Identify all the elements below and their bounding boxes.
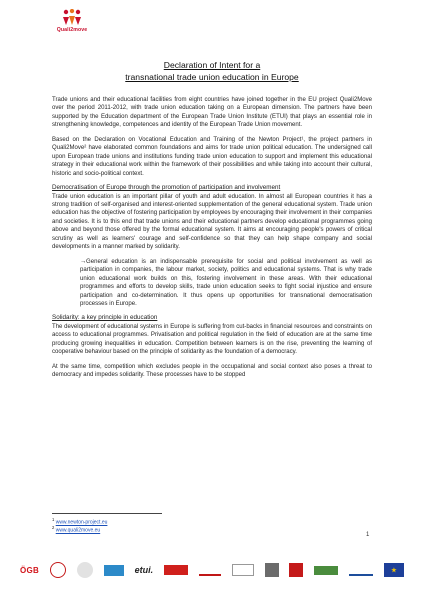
newton-project-link[interactable]: www.newton-project.eu	[55, 519, 108, 526]
document-body	[52, 96, 372, 386]
logo-text: Quali2move	[56, 27, 88, 33]
paragraph-educational-systems: The development of educational systems in Europe is suffering from cut-backs in financial resources and constraints on access to educational programmes. Privatisation and political regulation in the field of education are at the same time producing growing inequalities in education. Competition between learners is on the rise, preventing the learning of cooperative behaviour based on the principle of solidarity as the foundation of a democracy.	[52, 323, 372, 356]
partner-green-logo	[314, 566, 338, 575]
footnote-divider	[52, 513, 162, 514]
partner-square-red-logo	[289, 563, 303, 577]
partner-outline-logo	[232, 564, 254, 576]
paragraph-competition: At the same time, competition which excludes people in the occupational and social context also poses a threat to democracy and impedes solidarity. These processes have to be stopped	[52, 363, 372, 379]
partner-logos-footer	[20, 557, 404, 583]
document-title-line1: Declaration of Intent for a	[163, 60, 261, 70]
page-number: 1	[366, 532, 370, 538]
footnote-1-number: 1	[52, 517, 55, 522]
partner-blue-underline-logo	[349, 565, 373, 576]
paragraph-trade-union-education: Trade union education is an important pillar of youth and adult education. In almost all European countries it has a strong tradition of self-organised and interest-oriented supplementation of the general educational system. Trade union education has the objective of fostering participation by employees by encouraging their involvement in their companies and societies. It is to this end that trade unions and their educational partners develop educational programmes going above and beyond those offered by the formal educational system. It aims at encouraging people's powers of critical scrutiny as well as learners' courage and self-confidence so that they can help shape company and social developments in a manner marked by solidarity.	[52, 193, 372, 251]
quali2move-logo	[52, 9, 92, 33]
paragraph-general-education: →General education is an indispensable prerequisite for social and political involvement as well as participation in companies, the labour market, society, politics and educational systems. That is why trade union educational work builds on this, fostering involvement in these areas. With their educational programmes and efforts to develop skills, trade union education seeks to fight social injustice and ensure participation and co-determination. It thus opens up opportunities for transnational democratisation processes in Europe.	[80, 258, 372, 307]
quali2move-link[interactable]: www.quali2move.eu	[55, 527, 101, 534]
footnote-2-number: 2	[52, 525, 55, 530]
partner-gray-logo	[265, 563, 279, 577]
quali2move-logo-icon	[61, 9, 83, 26]
partner-red-logo	[164, 565, 188, 575]
section-heading-solidarity: Solidarity: a key principle in education	[52, 314, 158, 322]
document-title-line2: transnational trade union education in Europe	[125, 72, 299, 82]
partner-circle-logo	[50, 562, 66, 578]
partner-underline-logo	[199, 564, 221, 576]
partner-hand-logo	[77, 562, 93, 578]
footnote-2	[52, 525, 100, 534]
ogb-logo: ÖGB	[20, 565, 40, 575]
eu-flag-logo: ★	[384, 563, 404, 577]
etui-logo: etui.	[134, 565, 154, 575]
section-heading-democratisation: Democratisation of Europe through the promotion of participation and involvement	[52, 184, 281, 192]
paragraph-newton: Based on the Declaration on Vocational Education and Training of the Newton Project¹, the project partners in Quali2Move² have elaborated common foundations and aims for trade union political education. The undersigned call upon European trade unions and institutions funding trade union education to support and implement this educational strategy in their educational work within the framework of their possibilities and while taking into account their cultural, historic and socio-political context.	[52, 136, 372, 177]
paragraph-intro: Trade unions and their educational facilities from eight countries have joined together in the EU project Quali2Move over the period 2011-2012, with trade union education taking on a European dimension. The partners have been supported by the Education department of the European Trade Union Institute (ETUI) that plays an essential role in strengthening knowledge, competences and identity of the European Trade Union movement.	[52, 97, 372, 129]
partner-blue-logo	[104, 565, 124, 576]
